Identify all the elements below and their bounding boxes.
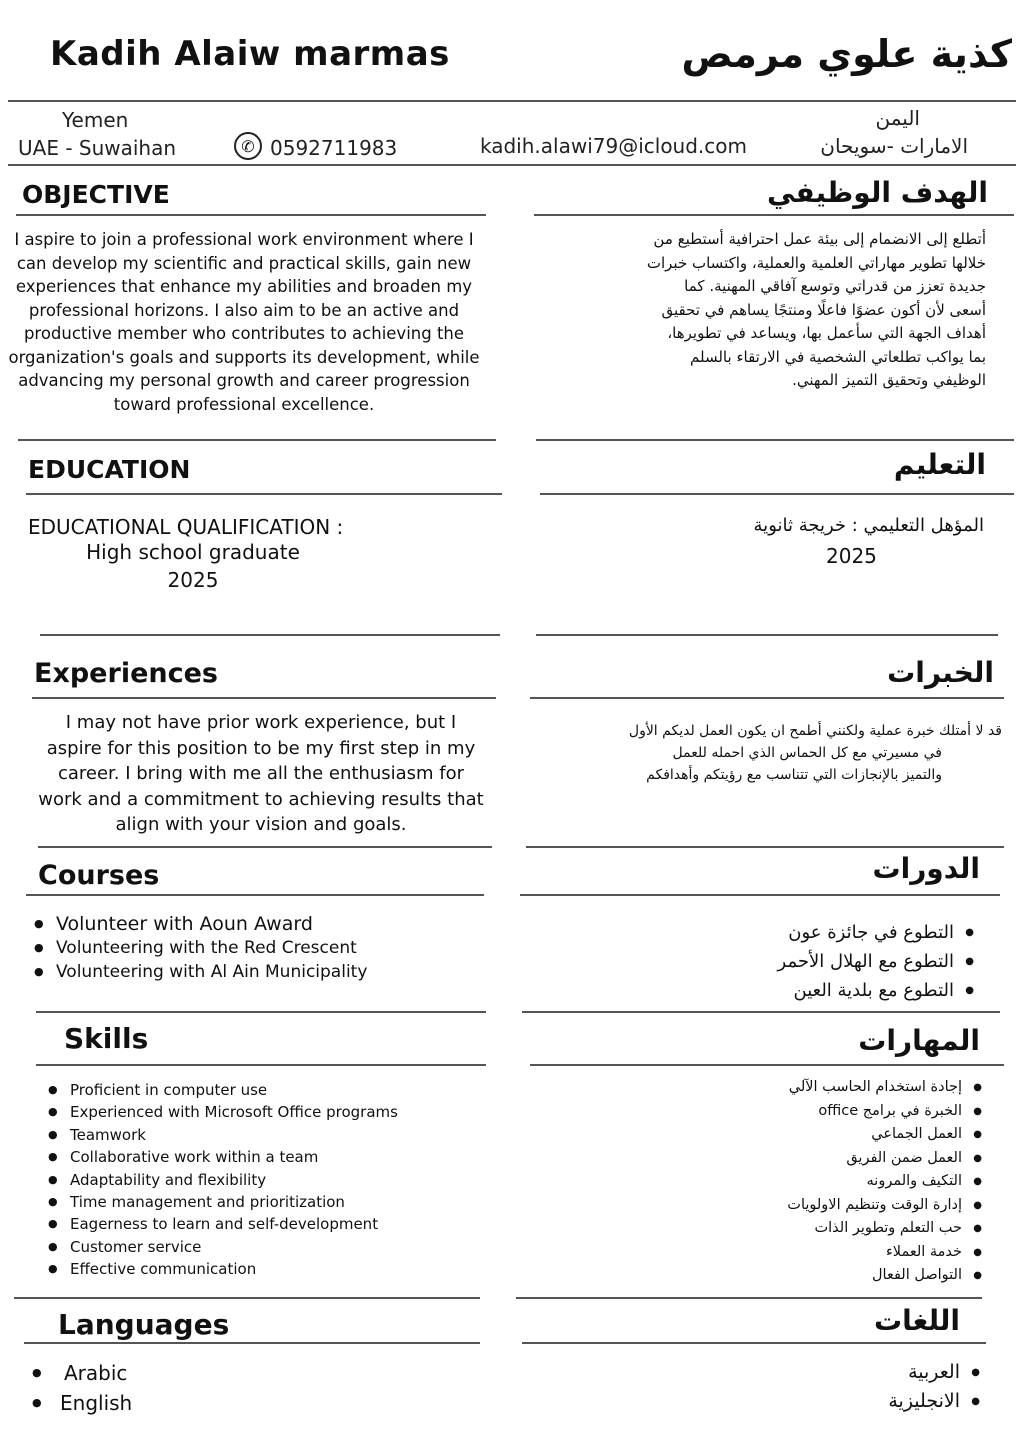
phone-number: 0592711983 (270, 136, 398, 160)
list-item: ● Experienced with Microsoft Office programs (48, 1101, 398, 1123)
list-item: ● إجادة استخدام الحاسب الآلي (787, 1076, 982, 1100)
objective-title-ar: الهدف الوظيفي (767, 176, 988, 209)
courses-title-ar: الدورات (872, 852, 980, 885)
list-item: ● الخبرة في برامج office (787, 1100, 982, 1124)
list-item: ● العمل ضمن الفريق (787, 1147, 982, 1171)
education-bottom-rule-en (40, 634, 500, 636)
list-item: ● التطوع في جائزة عون (778, 918, 974, 947)
list-item: ● حب التعلم وتطوير الذات (787, 1217, 982, 1241)
experiences-title-ar: الخبرات (887, 656, 994, 689)
name-english: Kadih Alaiw marmas (50, 34, 450, 74)
courses-list-en (34, 912, 367, 984)
list-item: ● Effective communication (48, 1258, 398, 1280)
graduation-year-ar: 2025 (826, 544, 877, 568)
experiences-bottom-rule-en (38, 846, 492, 848)
education-rule-en (26, 493, 502, 495)
skills-list-en (48, 1079, 398, 1281)
phone-icon: ✆ (234, 132, 262, 160)
skills-bottom-rule-en (14, 1297, 480, 1299)
country-english: Yemen (62, 108, 129, 132)
courses-rule-ar (520, 894, 1000, 896)
skills-title-ar: المهارات (858, 1024, 980, 1057)
country-arabic: اليمن (875, 106, 920, 130)
list-item: ● التطوع مع بلدية العين (778, 976, 974, 1005)
list-item: ● Volunteer with Aoun Award (34, 912, 367, 936)
experiences-title-en: Experiences (34, 658, 218, 689)
name-arabic: كذية علوي مرمص (681, 32, 1012, 76)
list-item: ● Volunteering with the Red Crescent (34, 936, 367, 960)
experiences-line-ar: قد لا أمتلك خبرة عملية ولكنني أطمح ان يكون العمل لديكم الأول (628, 723, 1002, 739)
experiences-line-ar: في مسيرتي مع كل الحماس الذي احمله للعمل (672, 745, 942, 761)
courses-bottom-rule-ar (522, 1011, 1000, 1013)
list-item: ● Adaptability and flexibility (48, 1169, 398, 1191)
list-item: ● العمل الجماعي (787, 1123, 982, 1147)
languages-rule-en (24, 1342, 480, 1344)
skills-rule-ar (530, 1064, 1004, 1066)
courses-bottom-rule-en (36, 1011, 486, 1013)
qualification-value-en: High school graduate (86, 540, 300, 564)
skills-rule-en (36, 1064, 486, 1066)
list-item: ● Eagerness to learn and self-development (48, 1213, 398, 1235)
contact-divider (8, 164, 1016, 166)
list-item: ● Teamwork (48, 1124, 398, 1146)
objective-rule-en (16, 214, 486, 216)
languages-title-ar: اللغات (874, 1304, 960, 1337)
objective-text-en: I aspire to join a professional work environment where I can develop my scientific and practical skills, gain new experiences that enhance my abilities and broaden my professional horizons. I also aim to be an active and productive member who contributes to achieving the organization's goals and supports its development, while advancing my personal growth and career progression toward professional excellence. (8, 230, 480, 414)
courses-title-en: Courses (38, 860, 160, 891)
skills-bottom-rule-ar (516, 1297, 982, 1299)
languages-rule-ar (522, 1342, 986, 1344)
courses-rule-en (26, 894, 484, 896)
list-item: ● خدمة العملاء (787, 1241, 982, 1265)
education-rule-ar (540, 493, 1014, 495)
header-divider (8, 100, 1016, 102)
education-title-en: EDUCATION (28, 455, 191, 484)
list-item: ● English (32, 1388, 132, 1418)
courses-list-ar (778, 918, 974, 1005)
graduation-year-en: 2025 (167, 568, 219, 592)
email-address: kadih.alawi79@icloud.com (480, 134, 747, 158)
list-item: ● Volunteering with Al Ain Municipality (34, 960, 367, 984)
objective-bottom-rule-en (18, 439, 496, 441)
objective-rule-ar (534, 214, 1014, 216)
skills-title-en: Skills (64, 1022, 149, 1055)
qualification-ar: المؤهل التعليمي : خريجة ثانوية (753, 515, 984, 536)
experiences-rule-ar (530, 697, 1004, 699)
skills-list-ar (787, 1076, 982, 1288)
experiences-rule-en (32, 697, 496, 699)
objective-title-en: OBJECTIVE (22, 180, 170, 209)
objective-text-ar: أتطلع إلى الانضمام إلى بيئة عمل احترافية أستطيع من خلالها تطوير مهاراتي العلمية والعملية، واكتساب خبرات جديدة تعزز من قدراتي وتوسع آفاقي المهنية. كما أسعى لأن أكون عضوًا فاعلًا ومنتجًا يساهم في تحقيق أهداف الجهة التي سأعمل بها، ويساعد في تطويرها، بما يواكب تطلعاتي الشخصية في الارتقاء بالسلم الوظيفي وتحقيق التميز المهني. (646, 230, 986, 389)
experiences-bottom-rule-ar (526, 846, 1004, 848)
list-item: ● Arabic (32, 1358, 132, 1388)
languages-list-en (32, 1358, 132, 1418)
city-english: UAE - Suwaihan (18, 136, 177, 160)
city-arabic: الامارات -سويحان (820, 134, 968, 158)
experiences-line-ar: والتميز بالإنجازات التي تتناسب مع رؤيتكم وأهدافكم (646, 767, 942, 783)
list-item: ● Proficient in computer use (48, 1079, 398, 1101)
list-item: ● إدارة الوقت وتنظيم الاولويات (787, 1194, 982, 1218)
qualification-label-en: EDUCATIONAL QUALIFICATION : (28, 515, 344, 539)
list-item: ● Customer service (48, 1236, 398, 1258)
list-item: ● التطوع مع الهلال الأحمر (778, 947, 974, 976)
list-item: ● Time management and prioritization (48, 1191, 398, 1213)
languages-title-en: Languages (58, 1308, 230, 1341)
experiences-text-en: I may not have prior work experience, but I aspire for this position to be my first step in my career. I bring with me all the enthusiasm for work and a commitment to achieving results that align with your vision and goals. (38, 712, 484, 835)
list-item: ● التواصل الفعال (787, 1264, 982, 1288)
objective-bottom-rule-ar (536, 439, 1014, 441)
experiences-text-ar (592, 720, 1002, 786)
education-bottom-rule-ar (536, 634, 998, 636)
education-title-ar: التعليم (893, 448, 986, 481)
list-item: ● Collaborative work within a team (48, 1146, 398, 1168)
list-item: ● العربية (888, 1358, 980, 1387)
list-item: ● التكيف والمرونه (787, 1170, 982, 1194)
list-item: ● الانجليزية (888, 1387, 980, 1416)
languages-list-ar (888, 1358, 980, 1416)
